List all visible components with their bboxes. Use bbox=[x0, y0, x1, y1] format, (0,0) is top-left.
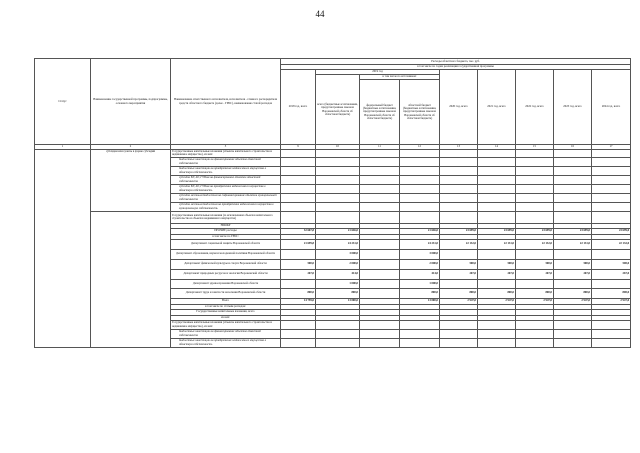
value-cell: 24 231,0 bbox=[400, 239, 440, 249]
value-cell bbox=[440, 150, 478, 158]
column-number: 17 bbox=[592, 145, 631, 150]
value-cell bbox=[360, 193, 400, 202]
value-cell bbox=[360, 239, 400, 249]
value-cell: 22 132,0 bbox=[592, 239, 631, 249]
value-cell bbox=[360, 259, 400, 269]
value-cell bbox=[516, 157, 554, 166]
value-cell: 800,0 bbox=[281, 288, 316, 298]
page-number: 44 bbox=[315, 9, 325, 19]
header-2023: 2023 год, всего bbox=[554, 70, 592, 145]
value-cell bbox=[554, 150, 592, 158]
expense-item-label: Государственные капитальные вложения, всего bbox=[171, 309, 281, 315]
value-cell: 2 947,0 bbox=[440, 298, 478, 304]
value-cell bbox=[360, 329, 400, 338]
value-cell bbox=[516, 175, 554, 184]
value-cell bbox=[478, 184, 516, 193]
value-cell: 22 132,0 bbox=[440, 239, 478, 249]
value-cell bbox=[360, 175, 400, 184]
column-number: 13 bbox=[440, 145, 478, 150]
header-2018: 2018 год, всего bbox=[281, 70, 316, 145]
column-number: 10 bbox=[316, 145, 360, 150]
header-incl: в том числе по источникам: bbox=[360, 75, 440, 80]
expense-item-label: Всего bbox=[171, 298, 281, 304]
value-cell bbox=[400, 175, 440, 184]
value-cell: 500,0 bbox=[440, 259, 478, 269]
value-cell: 2 000,0 bbox=[400, 259, 440, 269]
value-cell: 22 132,0 bbox=[516, 239, 554, 249]
value-cell bbox=[516, 338, 554, 347]
program-cell: субсидии или гранты в форме субсидий bbox=[91, 150, 171, 212]
value-cell bbox=[281, 338, 316, 347]
value-cell bbox=[516, 329, 554, 338]
header-2019: 2019 год bbox=[316, 70, 440, 75]
value-cell: 22 131,0 bbox=[554, 239, 592, 249]
header-2020: 2020 год, всего bbox=[440, 70, 478, 145]
value-cell bbox=[360, 288, 400, 298]
value-cell bbox=[592, 193, 631, 202]
value-cell bbox=[440, 166, 478, 175]
value-cell: 3 000,0 bbox=[400, 249, 440, 259]
value-cell: 13 000,0 bbox=[316, 298, 360, 304]
header-fed: федеральный бюджет (бюджетные ассигнования, предусмотренные законом Воронежской области об областном бюджете) bbox=[360, 80, 400, 145]
value-cell bbox=[440, 249, 478, 259]
value-cell: 1 000,0 bbox=[316, 279, 360, 288]
value-cell bbox=[478, 249, 516, 259]
value-cell bbox=[516, 211, 554, 223]
expense-item-label: субсидии местным бюджетам на приобретение недвижимого имущества в муниципальную собственность bbox=[171, 202, 281, 211]
value-cell bbox=[400, 166, 440, 175]
value-cell: 800,0 bbox=[316, 288, 360, 298]
value-cell: 2 947,0 bbox=[478, 298, 516, 304]
column-number: 12 bbox=[400, 145, 440, 150]
value-cell bbox=[400, 157, 440, 166]
value-cell bbox=[400, 202, 440, 211]
value-cell bbox=[592, 249, 631, 259]
table-row bbox=[35, 150, 631, 158]
value-cell: 21 646,0 bbox=[316, 228, 360, 234]
value-cell bbox=[478, 338, 516, 347]
column-number: 3 bbox=[171, 145, 281, 150]
value-cell bbox=[360, 202, 400, 211]
value-cell: 800,0 bbox=[400, 288, 440, 298]
value-cell bbox=[400, 329, 440, 338]
header-2024: 2024 год, всего bbox=[592, 70, 631, 145]
budget-table bbox=[34, 58, 631, 348]
value-cell bbox=[516, 249, 554, 259]
value-cell bbox=[478, 166, 516, 175]
header-total-col: всего (бюджетные ассигнования, предусмотренные законом Воронежской области об областном бюджете) bbox=[316, 75, 360, 145]
value-cell: 23 699,0 bbox=[592, 228, 631, 234]
value-cell bbox=[400, 193, 440, 202]
value-cell bbox=[554, 202, 592, 211]
value-cell bbox=[316, 184, 360, 193]
value-cell bbox=[554, 249, 592, 259]
expense-item-label: НИОКР bbox=[171, 223, 281, 228]
value-cell: 24 231,0 bbox=[316, 239, 360, 249]
value-cell bbox=[478, 150, 516, 158]
value-cell bbox=[478, 211, 516, 223]
value-cell bbox=[554, 157, 592, 166]
header-by-years: в том числе по годам реализации государственной программы bbox=[281, 65, 631, 70]
value-cell: 23 699,0 bbox=[516, 228, 554, 234]
value-cell bbox=[440, 211, 478, 223]
expense-item-label: Департамент образования, науки и молодежной политики Воронежской области bbox=[171, 249, 281, 259]
value-cell bbox=[440, 320, 478, 329]
program-cell-empty bbox=[91, 211, 171, 347]
value-cell bbox=[360, 279, 400, 288]
value-cell bbox=[281, 329, 316, 338]
expense-item-label: Департамент природных ресурсов и экологии Воронежской области bbox=[171, 269, 281, 279]
value-cell bbox=[281, 320, 316, 329]
value-cell bbox=[316, 193, 360, 202]
value-cell bbox=[592, 166, 631, 175]
value-cell bbox=[281, 184, 316, 193]
expense-item-label: из них: bbox=[171, 315, 281, 320]
value-cell bbox=[478, 320, 516, 329]
value-cell: 1 000,0 bbox=[400, 279, 440, 288]
value-cell bbox=[516, 202, 554, 211]
value-cell bbox=[478, 157, 516, 166]
value-cell: 2 947,0 bbox=[516, 298, 554, 304]
value-cell bbox=[281, 150, 316, 158]
value-cell bbox=[316, 157, 360, 166]
value-cell bbox=[478, 175, 516, 184]
value-cell: 22 131,0 bbox=[478, 239, 516, 249]
value-cell: 267,0 bbox=[516, 269, 554, 279]
value-cell: 800,0 bbox=[516, 288, 554, 298]
expense-item-label: бюджетные инвестиции на финансирование объектов областной собственности bbox=[171, 329, 281, 338]
value-cell bbox=[360, 211, 400, 223]
value-cell bbox=[554, 193, 592, 202]
header-reg: областной бюджет (бюджетные ассигнования, предусмотренные законом Воронежской области об областном бюджете) bbox=[400, 80, 440, 145]
value-cell: 23 699,0 bbox=[554, 228, 592, 234]
value-cell: 800,0 bbox=[592, 288, 631, 298]
value-cell bbox=[478, 193, 516, 202]
value-cell bbox=[440, 175, 478, 184]
value-cell bbox=[516, 193, 554, 202]
value-cell bbox=[592, 211, 631, 223]
value-cell bbox=[592, 202, 631, 211]
value-cell bbox=[316, 329, 360, 338]
value-cell bbox=[316, 175, 360, 184]
value-cell: 500,0 bbox=[478, 259, 516, 269]
value-cell bbox=[554, 166, 592, 175]
value-cell: 21 699,8 bbox=[281, 239, 316, 249]
expense-item-label: Государственные капитальные вложения (объекты капитального строительства и недвижимое имущество), из них: bbox=[171, 150, 281, 158]
value-cell bbox=[440, 193, 478, 202]
expense-item-label: Департамент физической культуры и спорта Воронежской области bbox=[171, 259, 281, 269]
value-cell bbox=[478, 202, 516, 211]
value-cell bbox=[554, 211, 592, 223]
value-cell: 267,0 bbox=[440, 269, 478, 279]
value-cell: 267,0 bbox=[281, 269, 316, 279]
value-cell bbox=[516, 150, 554, 158]
value-cell bbox=[554, 175, 592, 184]
value-cell bbox=[554, 184, 592, 193]
header-program: Наименование государственной программы, подпрограммы, основного мероприятия bbox=[91, 59, 171, 145]
expense-item-label: в том числе по ГРБС: bbox=[171, 234, 281, 239]
value-cell bbox=[592, 329, 631, 338]
expense-item-label: субсидии БУ, АУ, ГУПам на приобретение недвижимого имущества в областную собственность bbox=[171, 184, 281, 193]
header-executor: Наименование ответственного исполнителя, исполнителя - главного распорядителя средств областного бюджета (далее - ГРБС), наименование статей расходов bbox=[171, 59, 281, 145]
value-cell bbox=[281, 249, 316, 259]
value-cell: 267,0 bbox=[554, 269, 592, 279]
value-cell bbox=[440, 184, 478, 193]
value-cell: 800,0 bbox=[440, 288, 478, 298]
value-cell bbox=[592, 157, 631, 166]
value-cell bbox=[360, 269, 400, 279]
expense-item-label: субсидии БУ, АУ, ГУПам на финансирование объектов областной собственности bbox=[171, 175, 281, 184]
column-number: 14 bbox=[478, 145, 516, 150]
value-cell: 2 947,0 bbox=[554, 298, 592, 304]
value-cell: 13 000,0 bbox=[400, 298, 440, 304]
value-cell bbox=[554, 329, 592, 338]
value-cell bbox=[592, 338, 631, 347]
expense-item-label: бюджетные инвестиции на приобретение недвижимого имущества в областную собственность bbox=[171, 166, 281, 175]
value-cell bbox=[316, 338, 360, 347]
value-cell bbox=[592, 184, 631, 193]
column-number: 9 bbox=[281, 145, 316, 150]
value-cell bbox=[281, 166, 316, 175]
header-expenses: Расходы областного бюджета, тыс. руб. bbox=[281, 59, 631, 65]
expense-item-label: ПРОЧИЕ расходы bbox=[171, 228, 281, 234]
table-row bbox=[35, 211, 631, 223]
value-cell bbox=[478, 329, 516, 338]
value-cell bbox=[400, 184, 440, 193]
value-cell bbox=[360, 166, 400, 175]
value-cell bbox=[440, 157, 478, 166]
value-cell: 21 646,0 bbox=[400, 228, 440, 234]
value-cell: 800,0 bbox=[478, 288, 516, 298]
value-cell bbox=[360, 157, 400, 166]
value-cell: 414,0 bbox=[316, 269, 360, 279]
value-cell: 500,0 bbox=[516, 259, 554, 269]
value-cell bbox=[360, 320, 400, 329]
value-cell: 32 667,8 bbox=[281, 228, 316, 234]
value-cell bbox=[554, 279, 592, 288]
column-number: 1 bbox=[35, 145, 91, 150]
expense-item-label: Государственные капитальные вложения (объекты капитального строительства и недвижимое имущество), из них: bbox=[171, 320, 281, 329]
value-cell bbox=[592, 150, 631, 158]
value-cell bbox=[281, 157, 316, 166]
value-cell bbox=[592, 279, 631, 288]
value-cell bbox=[516, 184, 554, 193]
expense-item-label: Государственные капитальные вложения (за исключением объектов капитального строительства и объектов недвижимого имущества) bbox=[171, 211, 281, 223]
value-cell bbox=[316, 202, 360, 211]
value-cell bbox=[400, 211, 440, 223]
value-cell bbox=[360, 338, 400, 347]
column-number: 15 bbox=[516, 145, 554, 150]
value-cell: 23 699,0 bbox=[440, 228, 478, 234]
value-cell: 500,0 bbox=[592, 259, 631, 269]
value-cell: 500,0 bbox=[554, 259, 592, 269]
expense-item-label: бюджетные инвестиции на приобретение недвижимого имущества в областную собственность bbox=[171, 338, 281, 347]
value-cell bbox=[360, 184, 400, 193]
table-body bbox=[35, 150, 631, 348]
value-cell bbox=[516, 279, 554, 288]
column-number: 11 bbox=[360, 145, 400, 150]
budget-table-sheet bbox=[34, 58, 630, 450]
value-cell bbox=[316, 166, 360, 175]
value-cell bbox=[516, 320, 554, 329]
value-cell bbox=[478, 279, 516, 288]
status-cell bbox=[35, 150, 91, 348]
expense-item-label: Департамент здравоохранения Воронежской области bbox=[171, 279, 281, 288]
value-cell bbox=[281, 193, 316, 202]
column-number: 16 bbox=[554, 145, 592, 150]
column-number: 2 bbox=[91, 145, 171, 150]
value-cell: 800,0 bbox=[554, 288, 592, 298]
value-cell: 23 699,0 bbox=[478, 228, 516, 234]
value-cell bbox=[440, 329, 478, 338]
value-cell: 14 759,0 bbox=[281, 298, 316, 304]
value-cell bbox=[281, 202, 316, 211]
value-cell bbox=[316, 320, 360, 329]
value-cell bbox=[400, 150, 440, 158]
value-cell bbox=[316, 211, 360, 223]
value-cell bbox=[592, 320, 631, 329]
value-cell bbox=[360, 150, 400, 158]
header-2022: 2022 год, всего bbox=[516, 70, 554, 145]
expense-item-label: Департамент социальной защиты Воронежской области bbox=[171, 239, 281, 249]
value-cell: 500,0 bbox=[281, 259, 316, 269]
value-cell bbox=[440, 202, 478, 211]
value-cell bbox=[554, 338, 592, 347]
value-cell: 2 947,0 bbox=[592, 298, 631, 304]
header-status: Статус bbox=[35, 59, 91, 145]
value-cell bbox=[281, 175, 316, 184]
expense-item-label: Департамент труда и занятости населения Воронежской области bbox=[171, 288, 281, 298]
value-cell bbox=[400, 320, 440, 329]
header-2021: 2021 год, всего bbox=[478, 70, 516, 145]
value-cell: 267,0 bbox=[478, 269, 516, 279]
value-cell bbox=[281, 279, 316, 288]
value-cell: 3 000,0 bbox=[316, 249, 360, 259]
value-cell bbox=[360, 249, 400, 259]
value-cell bbox=[316, 150, 360, 158]
value-cell bbox=[554, 320, 592, 329]
value-cell bbox=[440, 279, 478, 288]
expense-item-label: в том числе по статьям расходов: bbox=[171, 304, 281, 309]
value-cell bbox=[516, 166, 554, 175]
expense-item-label: субсидии местным бюджетам на софинансирование объектов муниципальной собственности bbox=[171, 193, 281, 202]
value-cell bbox=[400, 338, 440, 347]
expense-item-label: бюджетные инвестиции на финансирование объектов областной собственности bbox=[171, 157, 281, 166]
value-cell: 414,0 bbox=[400, 269, 440, 279]
value-cell: 267,0 bbox=[592, 269, 631, 279]
value-cell bbox=[440, 338, 478, 347]
value-cell: 2 000,0 bbox=[316, 259, 360, 269]
value-cell bbox=[281, 211, 316, 223]
value-cell bbox=[592, 175, 631, 184]
